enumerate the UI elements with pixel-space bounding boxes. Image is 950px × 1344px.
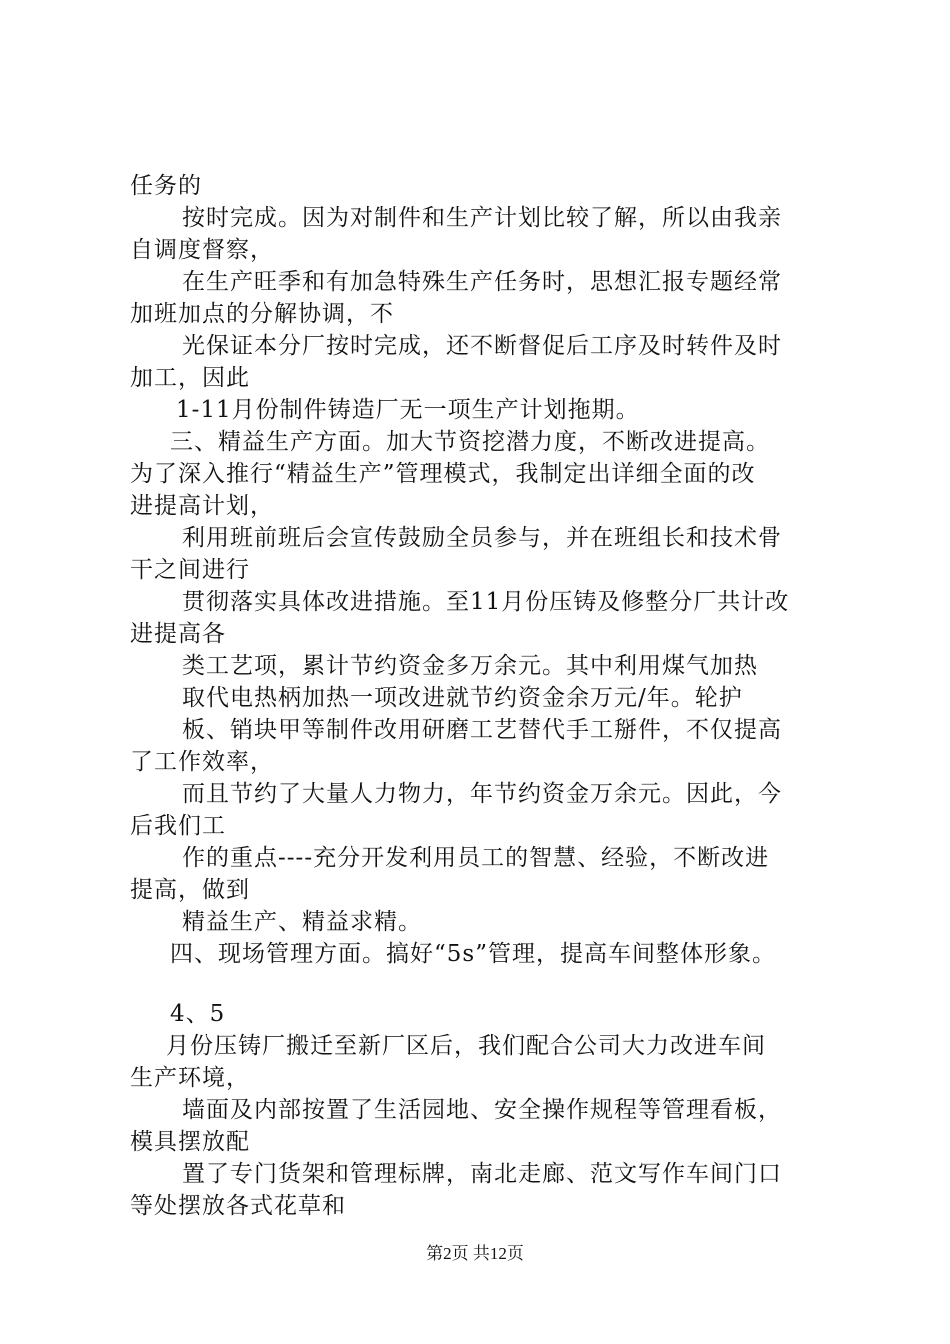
text-line: 三、精益生产方面。加大节资挖潜力度，不断改进提高。 <box>170 429 770 455</box>
text-line: 提高，做到 <box>130 877 250 903</box>
text-line: 后我们工 <box>130 813 226 839</box>
text-line: 取代电热柄加热一项改进就节约资金余万元/年。轮护 <box>182 685 743 711</box>
text-line: 置了专门货架和管理标牌，南北走廊、范文写作车间门口 <box>182 1161 782 1187</box>
text-line: 进提高各 <box>130 621 226 647</box>
text-line: 自调度督察， <box>130 237 274 263</box>
text-line: 1-11月份制件铸造厂无一项生产计划拖期。 <box>176 397 640 423</box>
document-body <box>130 170 850 1222</box>
text-line: 为了深入推行“精益生产”管理模式，我制定出详细全面的改 <box>130 461 756 487</box>
text-line: 作的重点----充分开发利用员工的智慧、经验，不断改进 <box>182 845 770 871</box>
text-line: 在生产旺季和有加急特殊生产任务时，思想汇报专题经常 <box>182 269 782 295</box>
text-line: 4、5 <box>170 1001 226 1027</box>
text-line: 进提高计划， <box>130 493 274 519</box>
text-line: 类工艺项，累计节约资金多万余元。其中利用煤气加热 <box>182 653 758 679</box>
text-line: 精益生产、精益求精。 <box>182 909 422 935</box>
text-line: 墙面及内部按置了生活园地、安全操作规程等管理看板， <box>182 1097 782 1123</box>
text-line: 模具摆放配 <box>130 1129 250 1155</box>
text-line: 四、现场管理方面。搞好“5s”管理，提高车间整体形象。 <box>170 941 776 967</box>
page-number-footer: 第2页 共12页 <box>426 1244 524 1263</box>
text-line: 任务的 <box>130 173 202 199</box>
text-line: 了工作效率， <box>130 749 274 775</box>
text-line: 加班加点的分解协调，不 <box>130 301 394 327</box>
text-line: 生产环境， <box>130 1065 250 1091</box>
text-line: 加工，因此 <box>130 365 250 391</box>
text-line: 贯彻落实具体改进措施。至11月份压铸及修整分厂共计改 <box>182 589 790 615</box>
text-line: 利用班前班后会宣传鼓励全员参与，并在班组长和技术骨 <box>182 525 782 551</box>
text-line: 光保证本分厂按时完成，还不断督促后工序及时转件及时 <box>182 333 782 359</box>
text-line: 而且节约了大量人力物力，年节约资金万余元。因此，今 <box>182 781 782 807</box>
text-line: 按时完成。因为对制件和生产计划比较了解，所以由我亲 <box>182 205 782 231</box>
text-line: 干之间进行 <box>130 557 250 583</box>
text-line: 月份压铸厂搬迁至新厂区后，我们配合公司大力改进车间 <box>166 1033 766 1059</box>
text-line: 等处摆放各式花草和 <box>130 1193 346 1219</box>
paragraph-gap <box>130 970 850 998</box>
text-line: 板、销块甲等制件改用研磨工艺替代手工掰件，不仅提高 <box>182 717 782 743</box>
